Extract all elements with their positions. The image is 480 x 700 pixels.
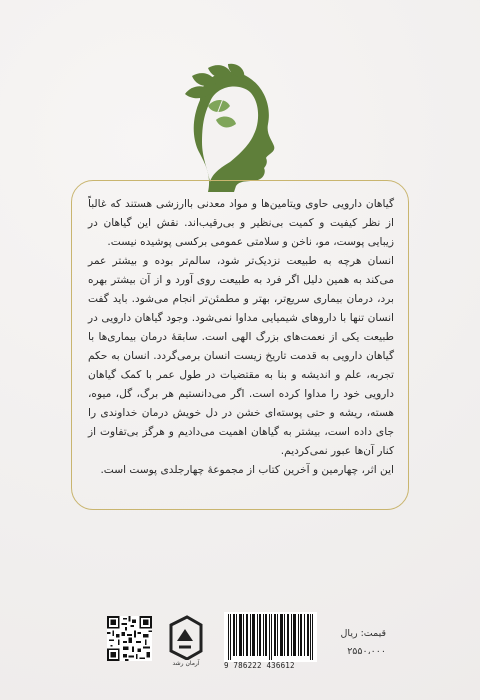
isbn-number: 9 786222 436612 xyxy=(224,661,295,670)
publisher-name: آرمان رشد xyxy=(172,660,200,667)
price-label: قیمت: ریال xyxy=(340,628,386,639)
price-value: ۲۵۵۰،۰۰۰ xyxy=(347,646,386,657)
description-paragraph: این اثر، چهارمین و آخرین کتاب از مجموعهٔ چهارجلدی پوست است. xyxy=(100,464,394,476)
isbn-barcode xyxy=(224,612,317,662)
qr-code xyxy=(107,616,152,661)
herbal-head-logo xyxy=(180,62,280,192)
description-paragraph: گیاهان دارویی حاوی ویتامین‌ها و مواد معدنی باارزشی هستند که غالباً از نظر کیفیت و کمیت بی‌نظیر و بی‌رقیب‌اند. نقش این گیاهان در زیبایی پوست، مو، ناخن و سلامتی عمومی برکسی پوشیده نیست. xyxy=(88,198,394,248)
publisher-logo-icon xyxy=(165,615,205,660)
description-box xyxy=(71,180,409,510)
description-paragraph: انسان هرچه به طبیعت نزدیک‌تر شود، سالم‌تر بوده و بیشتر عمر می‌کند به همین دلیل اگر فرد به طبیعت روی آورد و از آن بیشتر بهره برد، درمان بیماری سریع‌تر، بهتر و مطمئن‌تر انجام می‌شود. باید گفت انسان تنها با داروهای شیمیایی مداوا نمی‌شود. وجود گیاهان دارویی در طبیعت یکی از نعمت‌های بزرگ الهی است. سابقهٔ درمان بیماری‌ها با گیاهان دارویی به قدمت تاریخ زیست انسان برمی‌گردد. انسان به حکم تجربه، علم و اندیشه و بنا به مقتضیات در طول عمر با کمک گیاهان دارویی خود را مداوا کرده است. اگر می‌دانستیم هر برگ، گل، میوه، هسته، ریشه و حتی پوسته‌ای خشن در دل خویش درمان خداوندی را جای داده است، بیشتر به گیاهان اهمیت می‌دادیم و هرگز بی‌تفاوت از کنار آن‌ها عبور نمی‌کردیم. xyxy=(88,255,394,457)
